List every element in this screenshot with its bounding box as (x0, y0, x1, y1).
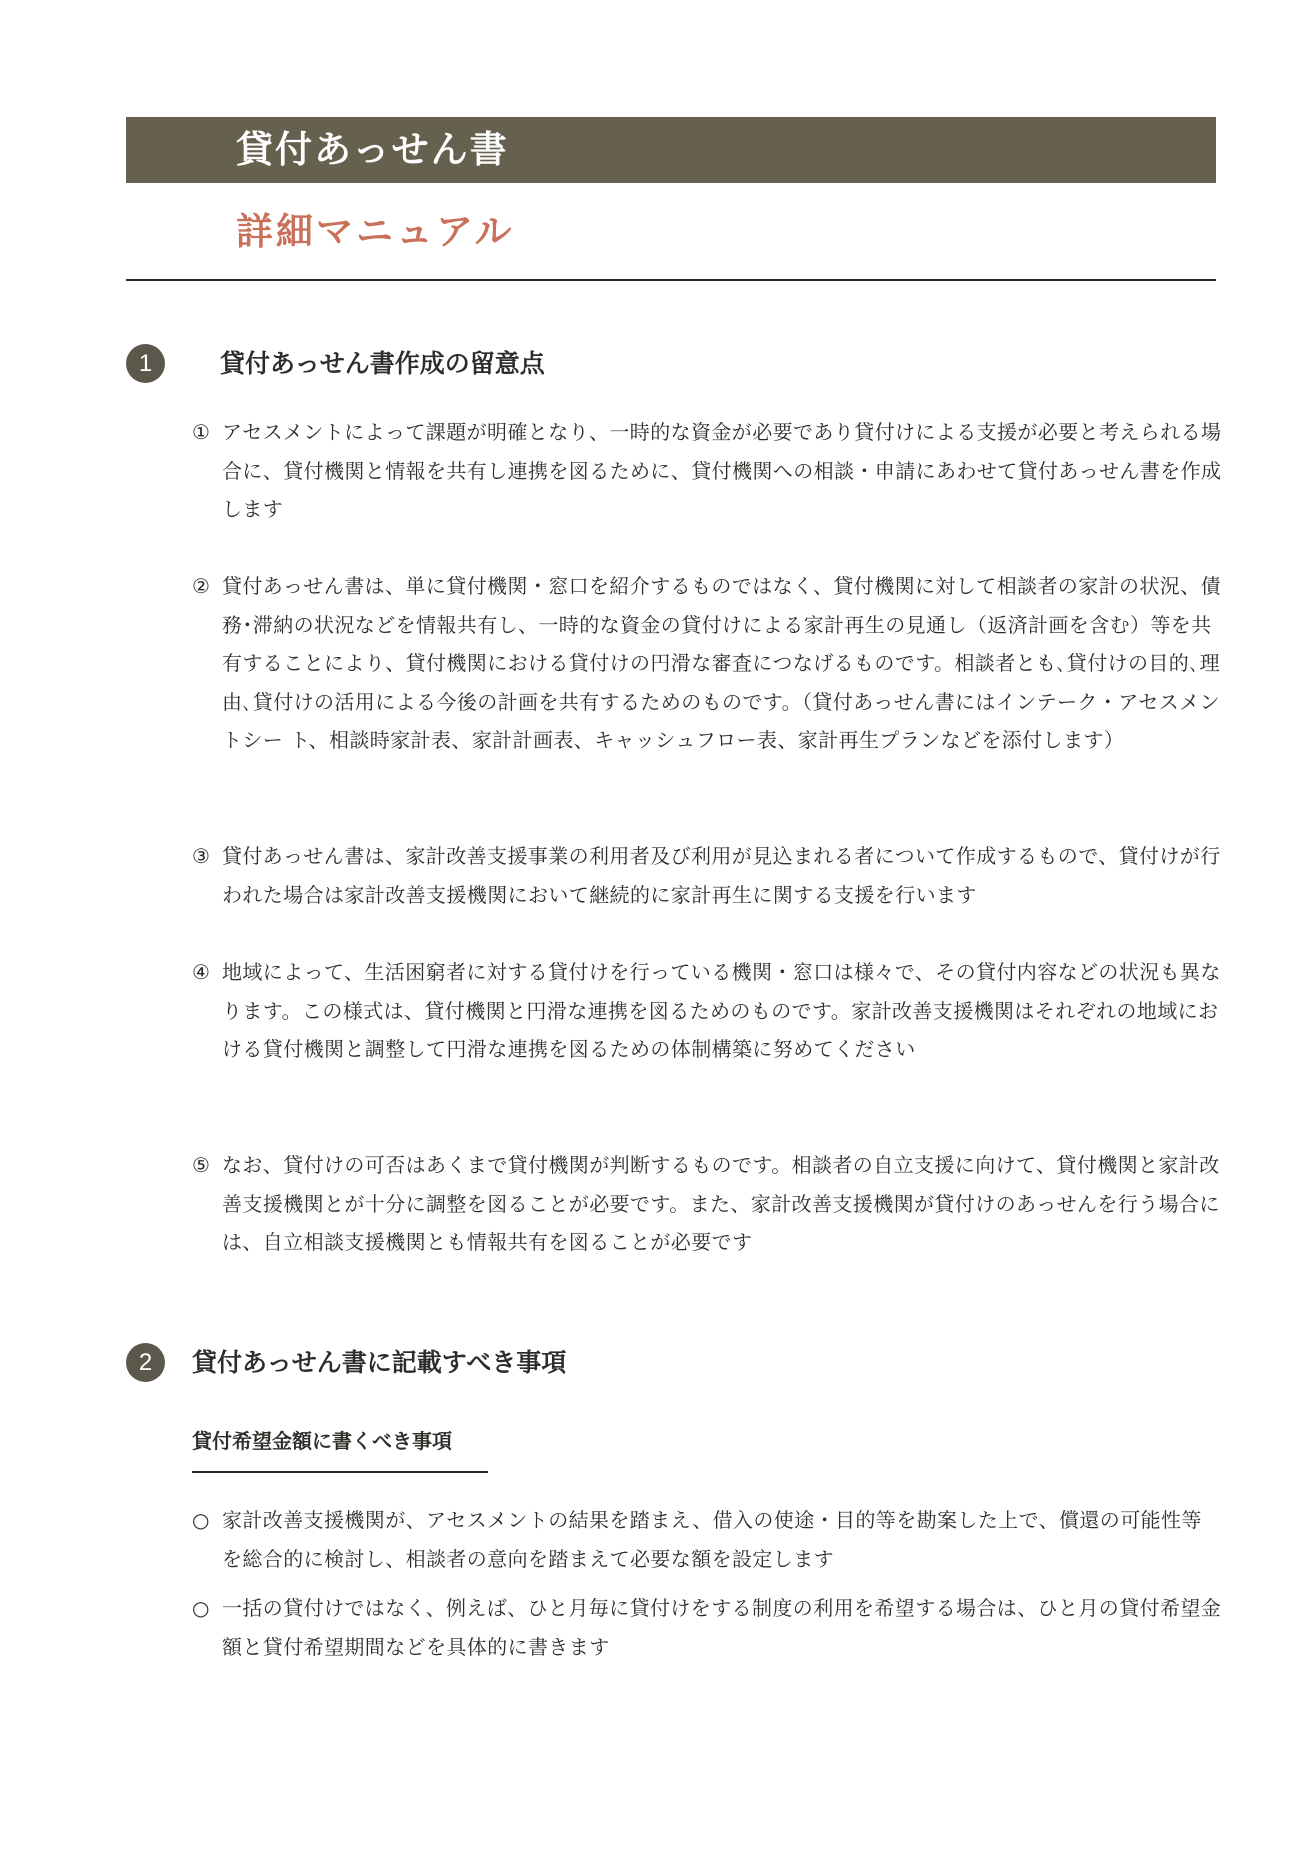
note-text: なお、貸付けの可否はあくまで貸付機関が判断するものです。相談者の自立支援に向けて、貸付機関と家計改善支援機関とが十分に調整を図ることが必要です。また、家計改善支援機関が貸付けのあっせんを行う場合には、自立相談支援機関とも情報共有を図ることが必要です (222, 1153, 1220, 1254)
note-marker: ⑤ (192, 1153, 210, 1177)
subheading-underline (192, 1471, 488, 1473)
bullet-text: 家計改善支援機関が、アセスメントの結果を踏まえ、借入の使途・目的等を勘案した上で、償還の可能性等を総合的に検討し、相談者の意向を踏まえて必要な額を設定します (222, 1508, 1202, 1571)
section-2-number-badge: 2 (126, 1343, 165, 1382)
note-marker: ④ (192, 960, 210, 984)
section-1-number-badge: 1 (126, 344, 165, 383)
title-divider (126, 279, 1216, 281)
bullet-marker: ○ (192, 1596, 210, 1620)
note-marker: ③ (192, 844, 210, 868)
section-1-heading (126, 344, 1026, 384)
section-2-title: 貸付あっせん書に記載すべき事項 (192, 1348, 567, 1377)
note-text: 地域によって、生活困窮者に対する貸付けを行っている機関・窓口は様々で、その貸付内容などの状況も異なります。この様式は、貸付機関と円滑な連携を図るためのものです。家計改善支援機関はそれぞれの地域における貸付機関と調整して円滑な連携を図るための体制構築に努めてください (222, 960, 1221, 1061)
note-item (192, 567, 1222, 760)
note-text: アセスメントによって課題が明確となり、一時的な資金が必要であり貸付けによる支援が必要と考えられる場合に、貸付機関と情報を共有し連携を図るために、貸付機関への相談・申請にあわせて貸付あっせん書を作成します (222, 420, 1222, 521)
note-marker: ① (192, 420, 210, 444)
note-text: 貸付あっせん書は、単に貸付機関・窓口を紹介するものではなく、貸付機関に対して相談者の家計の状況、債務･滞納の状況などを情報共有し、一時的な資金の貸付けによる家計再生の見通し（返済計画を含む）等を共有することにより、貸付機関における貸付けの円滑な審査につなげるものです。相談者とも､貸付けの目的､理由､貸付けの活用による今後の計画を共有するためのものです。（貸付あっせん書にはインテーク・アセスメントシー ト、相談時家計表、家計計画表、キャッシュフロー表、家計再生プランなどを添付します） (222, 574, 1221, 752)
section-2-heading (126, 1343, 1026, 1383)
bullet-item (192, 1501, 1222, 1578)
note-item (192, 1146, 1222, 1262)
bullet-marker: ○ (192, 1508, 210, 1532)
note-text: 貸付あっせん書は、家計改善支援事業の利用者及び利用が見込まれる者について作成するもので、貸付けが行われた場合は家計改善支援機関において継続的に家計再生に関する支援を行います (222, 844, 1221, 907)
note-item (192, 837, 1222, 914)
section-1-title: 貸付あっせん書作成の留意点 (220, 349, 545, 378)
subheading: 貸付希望金額に書くべき事項 (192, 1429, 452, 1453)
note-marker: ② (192, 574, 210, 598)
document-title: 貸付あっせん書 (236, 128, 509, 171)
bullet-text: 一括の貸付けではなく、例えば、ひと月毎に貸付けをする制度の利用を希望する場合は、ひと月の貸付希望金額と貸付希望期間などを具体的に書きます (222, 1596, 1222, 1659)
note-item (192, 413, 1222, 529)
note-item (192, 953, 1222, 1069)
bullet-item (192, 1589, 1222, 1666)
document-subtitle: 詳細マニュアル (236, 210, 515, 253)
title-band (126, 117, 1216, 183)
